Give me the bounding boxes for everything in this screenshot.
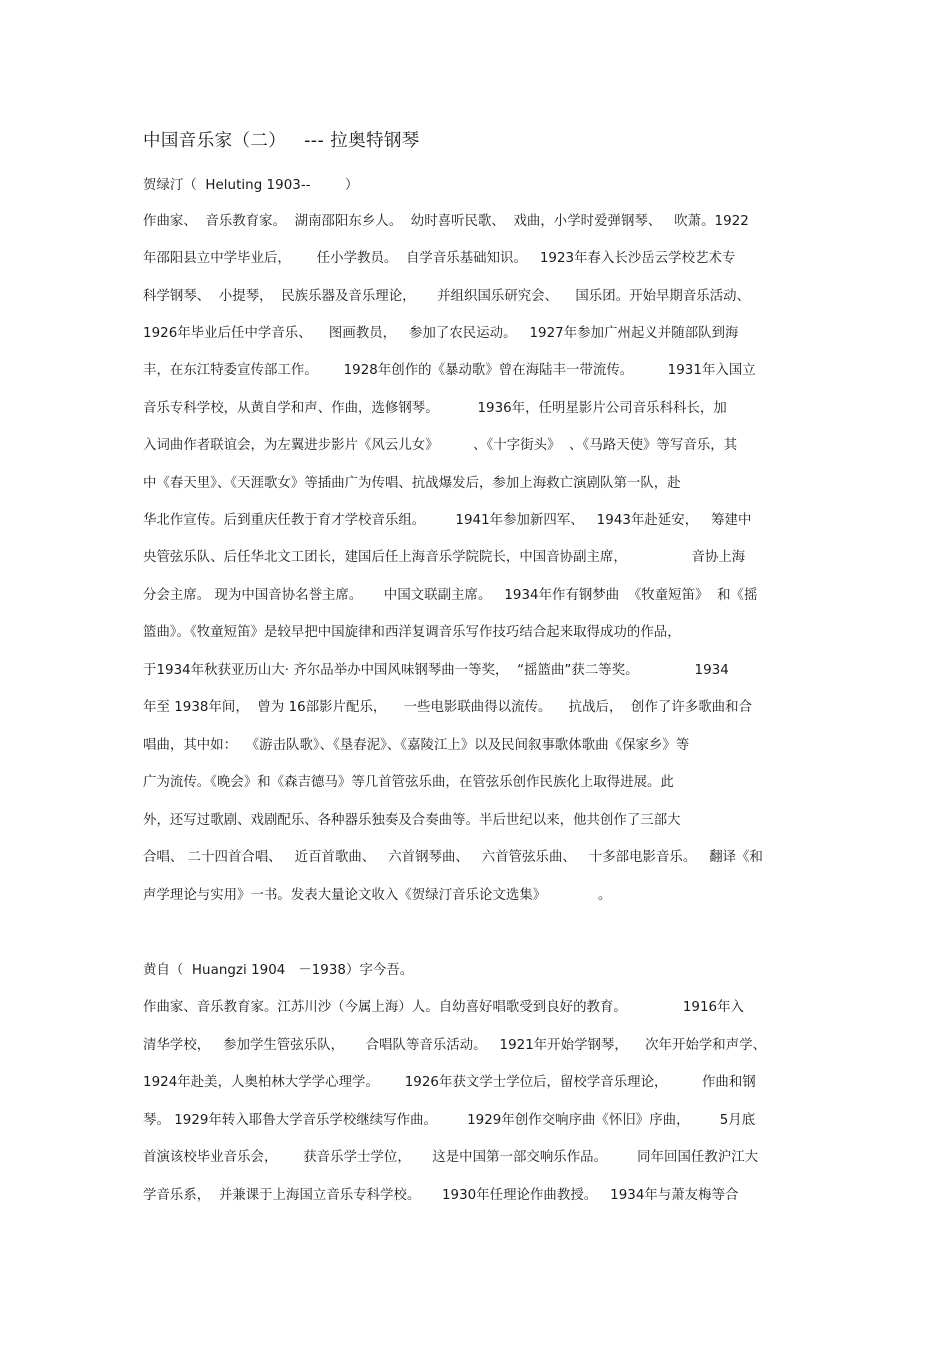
paragraph-line: 入词曲作者联谊会，为左翼进步影片《风云儿女》 、《十字街头》 、《马路天使》等写音乐，其 xyxy=(143,438,738,453)
paragraph-line: 丰，在东江特委宣传部工作。 1928年创作的《暴动歌》曾在海陆丰一带流传。 1931年入国立 xyxy=(143,363,756,378)
paragraph-line: 清华学校， 参加学生管弦乐队， 合唱队等音乐活动。 1921年开始学钢琴， 次年开始学和声学、 xyxy=(143,1038,767,1053)
paragraph-line: 分会主席。 现为中国音协名誉主席。 中国文联副主席。 1934年作有钢梦曲 《牧童短笛》 和《摇 xyxy=(143,588,758,603)
paragraph-line: 作曲家、音乐教育家。江苏川沙（今属上海）人。自幼喜好唱歌受到良好的教育。 1916年入 xyxy=(143,1000,745,1015)
paragraph-line: 广为流传。《晚会》和《森吉德马》等几首管弦乐曲，在管弦乐创作民族化上取得进展。此 xyxy=(143,775,674,790)
paragraph-line: 学音乐系， 并兼课于上海国立音乐专科学校。 1930年任理论作曲教授。 1934年与萧友梅等合 xyxy=(143,1188,739,1203)
paragraph-line: 合唱、 二十四首合唱、 近百首歌曲、 六首钢琴曲、 六首管弦乐曲、 十多部电影音乐。 翻译《和 xyxy=(143,850,763,865)
paragraph-line: 年至 1938年间， 曾为 16部影片配乐， 一些电影联曲得以流传。 抗战后， 创作了许多歌曲和合 xyxy=(143,700,753,715)
paragraph-line: 科学钢琴、 小提琴， 民族乐器及音乐理论， 并组织国乐研究会、 国乐团。开始早期音乐活动、 xyxy=(143,289,751,304)
paragraph-line: 外，还写过歌剧、戏剧配乐、各种器乐独奏及合奏曲等。半后世纪以来，他共创作了三部大 xyxy=(143,813,681,828)
paragraph-line: 作曲家、 音乐教育家。 湖南邵阳东乡人。 幼时喜听民歌、 戏曲，小学时爱弹钢琴、 吹萧。1922 xyxy=(143,214,749,229)
section-heading-huangzi: 黄自（ Huangzi 1904 －1938）字今吾。 xyxy=(143,963,414,978)
paragraph-line: 华北作宣传。后到重庆任教于育才学校音乐组。 1941年参加新四军、 1943年赴延安， 筹建中 xyxy=(143,513,752,528)
document-title: 中国音乐家（二） --- 拉奥特钢琴 xyxy=(143,131,420,151)
section-heading-heluting: 贺绿汀（ Heluting 1903-- ） xyxy=(143,178,359,193)
paragraph-line: 唱曲，其中如： 《游击队歌》、《垦春泥》、《嘉陵江上》以及民间叙事歌体歌曲《保家乡》等 xyxy=(143,738,690,753)
paragraph-line: 于1934年秋获亚历山大· 齐尔品举办中国风味钢琴曲一等奖， “摇篮曲”获二等奖。 1934 xyxy=(143,663,729,678)
paragraph-line: 声学理论与实用》一书。发表大量论文收入《贺绿汀音乐论文选集》 。 xyxy=(143,888,612,903)
paragraph-line: 年邵阳县立中学毕业后， 任小学教员。 自学音乐基础知识。 1923年春入长沙岳云学校艺术专 xyxy=(143,251,736,266)
paragraph-line: 1926年毕业后任中学音乐、 图画教员， 参加了农民运动。 1927年参加广州起义并随部队到海 xyxy=(143,326,739,341)
paragraph-line: 央管弦乐队、后任华北文工团长，建国后任上海音乐学院院长，中国音协副主席， 音协上海 xyxy=(143,550,746,565)
paragraph-line: 琴。 1929年转入耶鲁大学音乐学校继续写作曲。 1929年创作交响序曲《怀旧》序曲， 5月底 xyxy=(143,1113,756,1128)
paragraph-line: 1924年赴美，人奥柏林大学学心理学。 1926年获文学士学位后，留校学音乐理论， 作曲和钢 xyxy=(143,1075,756,1090)
paragraph-line: 中《春天里》、《天涯歌女》等插曲广为传唱、抗战爆发后，参加上海救亡演剧队第一队，赴 xyxy=(143,476,681,491)
paragraph-line: 首演该校毕业音乐会， 获音乐学士学位， 这是中国第一部交响乐作品。 同年回国任教沪江大 xyxy=(143,1150,759,1165)
paragraph-line: 篮曲》。《牧童短笛》是较早把中国旋律和西洋复调音乐写作技巧结合起来取得成功的作品， xyxy=(143,625,681,640)
paragraph-line: 音乐专科学校，从黄自学和声、作曲，选修钢琴。 1936年，任明星影片公司音乐科科长，加 xyxy=(143,401,727,416)
